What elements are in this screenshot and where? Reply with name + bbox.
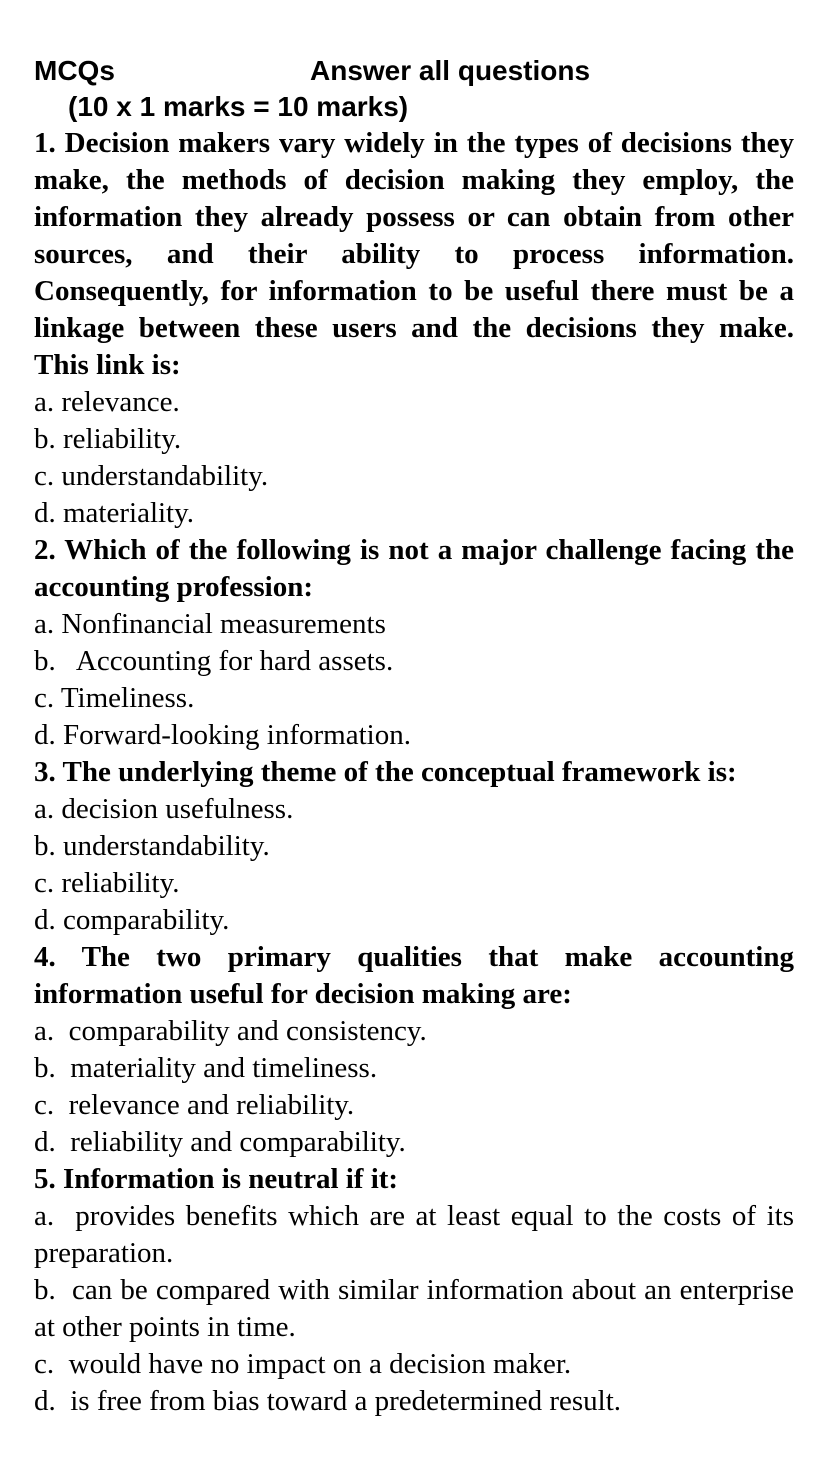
option-text: would have no impact on a decision maker. — [68, 1348, 572, 1380]
option-letter: d. — [34, 904, 63, 936]
option-text: relevance. — [61, 386, 180, 418]
option-letter: c. — [34, 682, 61, 714]
exam-page — [34, 53, 794, 1420]
option-letter: c. — [34, 460, 62, 492]
marks-allocation: (10 x 1 marks = 10 marks) — [68, 91, 409, 122]
option-letter: c. — [34, 1348, 69, 1380]
question-text: 2. Which of the following is not a major challenge facing the accounting profession: — [34, 534, 794, 603]
question-block — [34, 754, 794, 939]
option-text: materiality. — [63, 497, 194, 529]
option-letter: b. — [34, 645, 76, 677]
option-item — [34, 1198, 794, 1272]
option-item — [34, 1087, 794, 1124]
option-letter: a. — [34, 608, 62, 640]
option-letter: c. — [34, 1089, 69, 1121]
option-text: comparability and consistency. — [68, 1015, 427, 1047]
option-letter: b. — [34, 830, 63, 862]
option-text: reliability and comparability. — [70, 1126, 406, 1158]
option-text: understandability. — [63, 830, 270, 862]
option-letter: b. — [34, 1274, 72, 1306]
question-block — [34, 939, 794, 1161]
option-text: relevance and reliability. — [68, 1089, 355, 1121]
option-letter: a. — [34, 793, 62, 825]
option-item — [34, 828, 794, 865]
option-item — [34, 1383, 794, 1420]
option-text: Nonfinancial measurements — [61, 608, 386, 640]
header-line — [34, 53, 794, 89]
question-text: 4. The two primary qualities that make accounting information useful for decision making are: — [34, 941, 794, 1010]
option-item — [34, 421, 794, 458]
option-text: decision usefulness. — [61, 793, 294, 825]
question-block — [34, 1161, 794, 1420]
option-item — [34, 1272, 794, 1346]
option-letter: c. — [34, 867, 62, 899]
option-item — [34, 643, 794, 680]
option-text: reliability. — [63, 423, 182, 455]
option-item — [34, 1050, 794, 1087]
question-block — [34, 532, 794, 754]
question-block — [34, 125, 794, 532]
option-letter: a. — [34, 1200, 76, 1232]
option-letter: d. — [34, 719, 63, 751]
question-text: 5. Information is neutral if it: — [34, 1163, 399, 1195]
option-item — [34, 458, 794, 495]
option-item — [34, 1346, 794, 1383]
option-item — [34, 865, 794, 902]
option-letter: a. — [34, 386, 62, 418]
question-text: 3. The underlying theme of the conceptual framework is: — [34, 756, 737, 788]
option-item — [34, 791, 794, 828]
option-letter: d. — [34, 1126, 71, 1158]
option-item — [34, 717, 794, 754]
option-text: Forward-looking information. — [63, 719, 411, 751]
option-text: Timeliness. — [60, 682, 195, 714]
option-text: materiality and timeliness. — [70, 1052, 378, 1084]
instructions-title: Answer all questions — [310, 55, 591, 86]
option-item — [34, 1013, 794, 1050]
option-letter: a. — [34, 1015, 69, 1047]
option-text: reliability. — [61, 867, 180, 899]
option-text: understandability. — [61, 460, 269, 492]
option-item — [34, 902, 794, 939]
option-letter: d. — [34, 497, 63, 529]
option-letter: b. — [34, 1052, 71, 1084]
section-title: MCQs — [34, 55, 115, 86]
option-letter: b. — [34, 423, 63, 455]
option-text: is free from bias toward a predetermined result. — [70, 1385, 622, 1417]
option-text: comparability. — [63, 904, 230, 936]
option-item — [34, 680, 794, 717]
option-text: can be compared with similar information about an enterprise at other points in time. — [34, 1274, 794, 1343]
option-text: provides benefits which are at least equal to the costs of its preparation. — [34, 1200, 794, 1269]
option-letter: d. — [34, 1385, 71, 1417]
option-text: Accounting for hard assets. — [75, 645, 394, 677]
option-item — [34, 495, 794, 532]
question-text: 1. Decision makers vary widely in the types of decisions they make, the methods of decision making they employ, the information they already possess or can obtain from other sources, and their ability to process information. Consequently, for information to be useful there must be a linkage between these users and the decisions they make. This link is: — [34, 127, 794, 381]
option-item — [34, 606, 794, 643]
option-item — [34, 384, 794, 421]
option-item — [34, 1124, 794, 1161]
